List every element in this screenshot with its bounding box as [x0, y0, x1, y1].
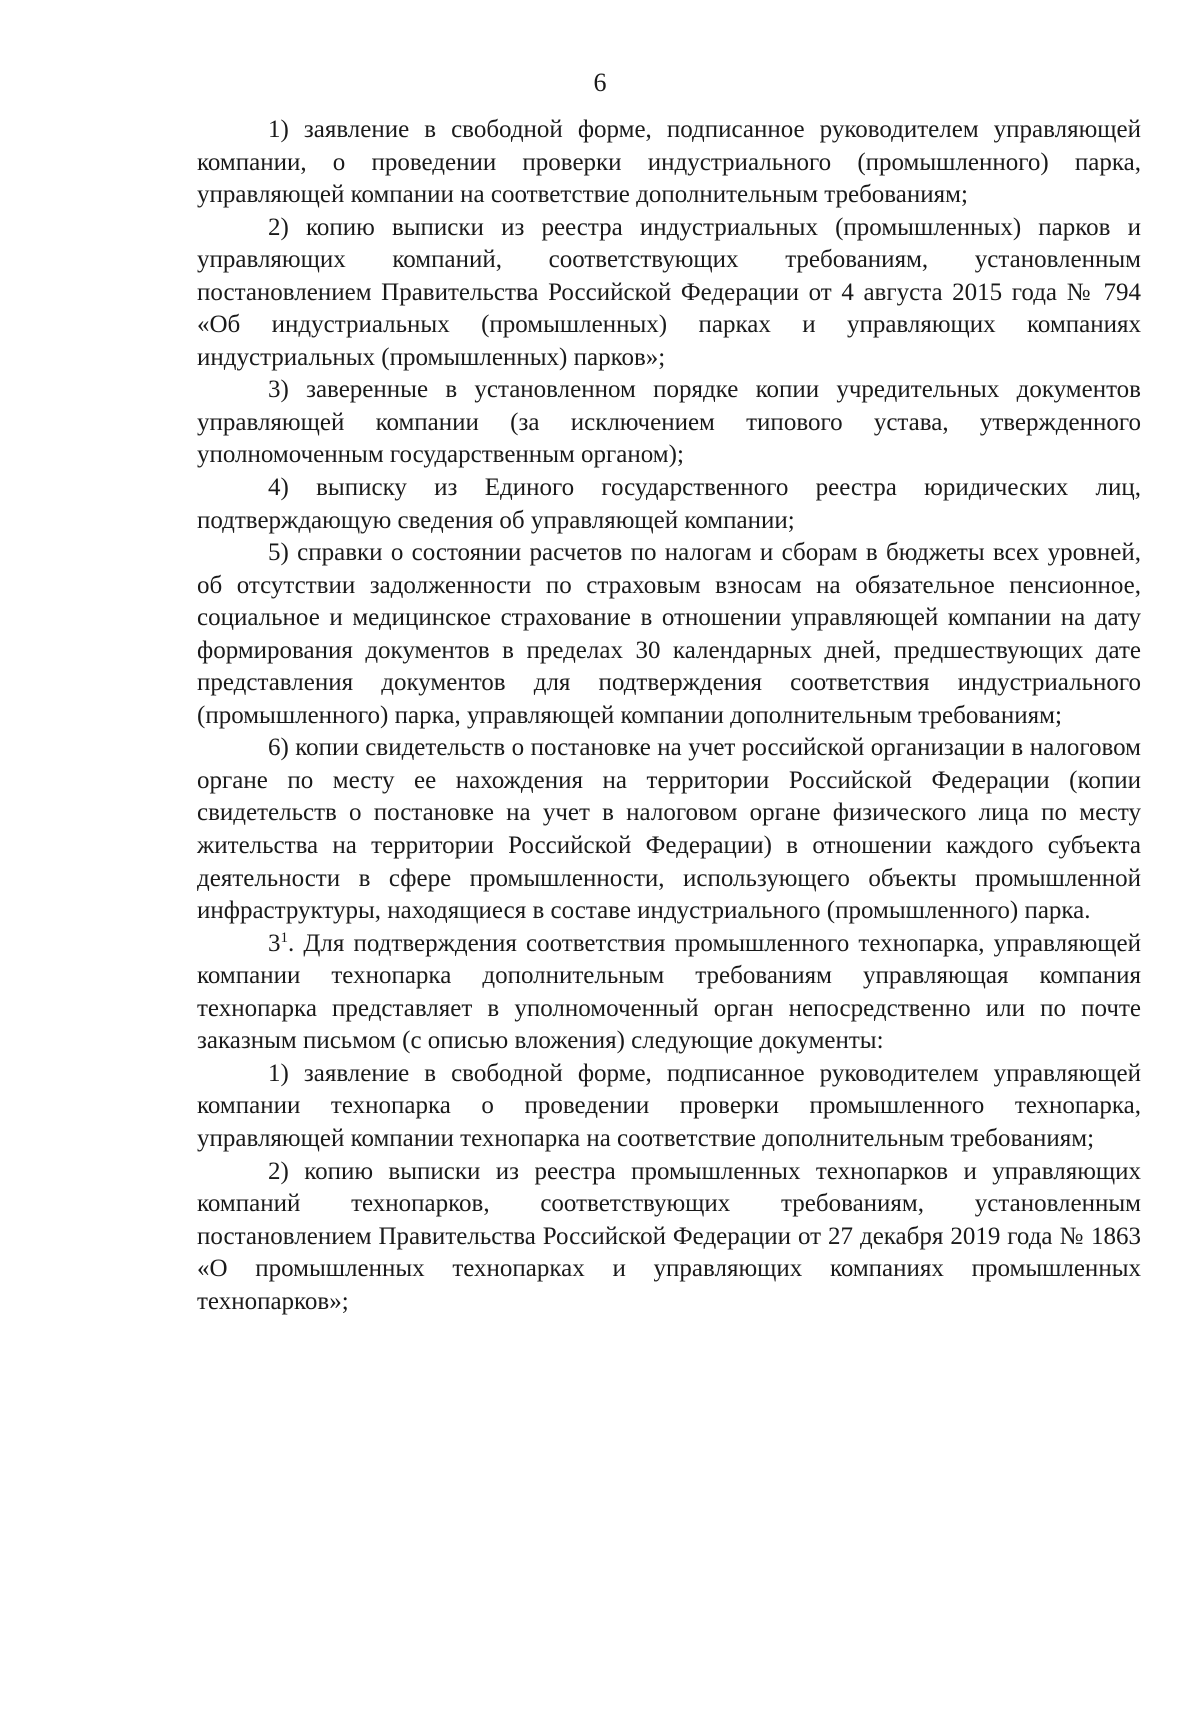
- paragraph-item-4: 4) выписку из Единого государственного реестра юридических лиц, подтверждающую сведения об управляющей компании;: [197, 474, 1141, 534]
- section-number: 3: [268, 929, 281, 957]
- section-3-1-paragraph: [197, 928, 1141, 1058]
- section-text: . Для подтверждения соответствия промышленного технопарка, управляющей компании технопарка дополнительным требованиям управляющая компания технопарка представляет в уполномоченный орган непосредственно или по почте заказным письмом (с описью вложения) следующие документы:: [197, 929, 1141, 1055]
- paragraph-item-1: 1) заявление в свободной форме, подписанное руководителем управляющей компании, о проведении проверки индустриального (промышленного) парка, управляющей компании на соответствие дополнительным требованиям;: [197, 116, 1141, 209]
- paragraph-item-7: 1) заявление в свободной форме, подписанное руководителем управляющей компании технопарка о проведении проверки промышленного технопарка, управляющей компании технопарка на соответствие дополнительным требованиям;: [197, 1059, 1141, 1152]
- document-body: [197, 114, 1141, 1318]
- paragraph-item-3: 3) заверенные в установленном порядке копии учредительных документов управляющей компании (за исключением типового устава, утвержденного уполномоченным государственным органом);: [197, 376, 1141, 469]
- page-number: 6: [593, 68, 607, 97]
- paragraph-item-5: 5) справки о состоянии расчетов по налогам и сборам в бюджеты всех уровней, об отсутствии задолженности по страховым взносам на обязательное пенсионное, социальное и медицинское страхование в отношении управляющей компании на дату формирования документов в пределах 30 календарных дней, предшествующих дате представления документов для подтверждения соответствия индустриального (промышленного) парка, управляющей компании дополнительным требованиям;: [197, 539, 1141, 729]
- section-superscript: 1: [280, 929, 288, 946]
- paragraph-item-8: 2) копию выписки из реестра промышленных технопарков и управляющих компаний технопарков, соответствующих требованиям, установленным постановлением Правительства Российской Федерации от 27 декабря 2019 года № 1863 «О промышленных технопарках и управляющих компаниях промышленных технопарков»;: [197, 1157, 1141, 1315]
- paragraph-item-2: 2) копию выписки из реестра индустриальных (промышленных) парков и управляющих компаний, соответствующих требованиям, установленным постановлением Правительства Российской Федерации от 4 августа 2015 года № 794 «Об индустриальных (промышленных) парках и управляющих компаниях индустриальных (промышленных) парков»;: [197, 213, 1141, 371]
- paragraph-item-6: 6) копии свидетельств о постановке на учет российской организации в налоговом органе по месту ее нахождения на территории Российской Федерации (копии свидетельств о постановке на учет в налоговом органе физического лица по месту жительства на территории Российской Федерации) в отношении каждого субъекта деятельности в сфере промышленности, использующего объекты промышленной инфраструктуры, находящиеся в составе индустриального (промышленного) парка.: [197, 734, 1141, 925]
